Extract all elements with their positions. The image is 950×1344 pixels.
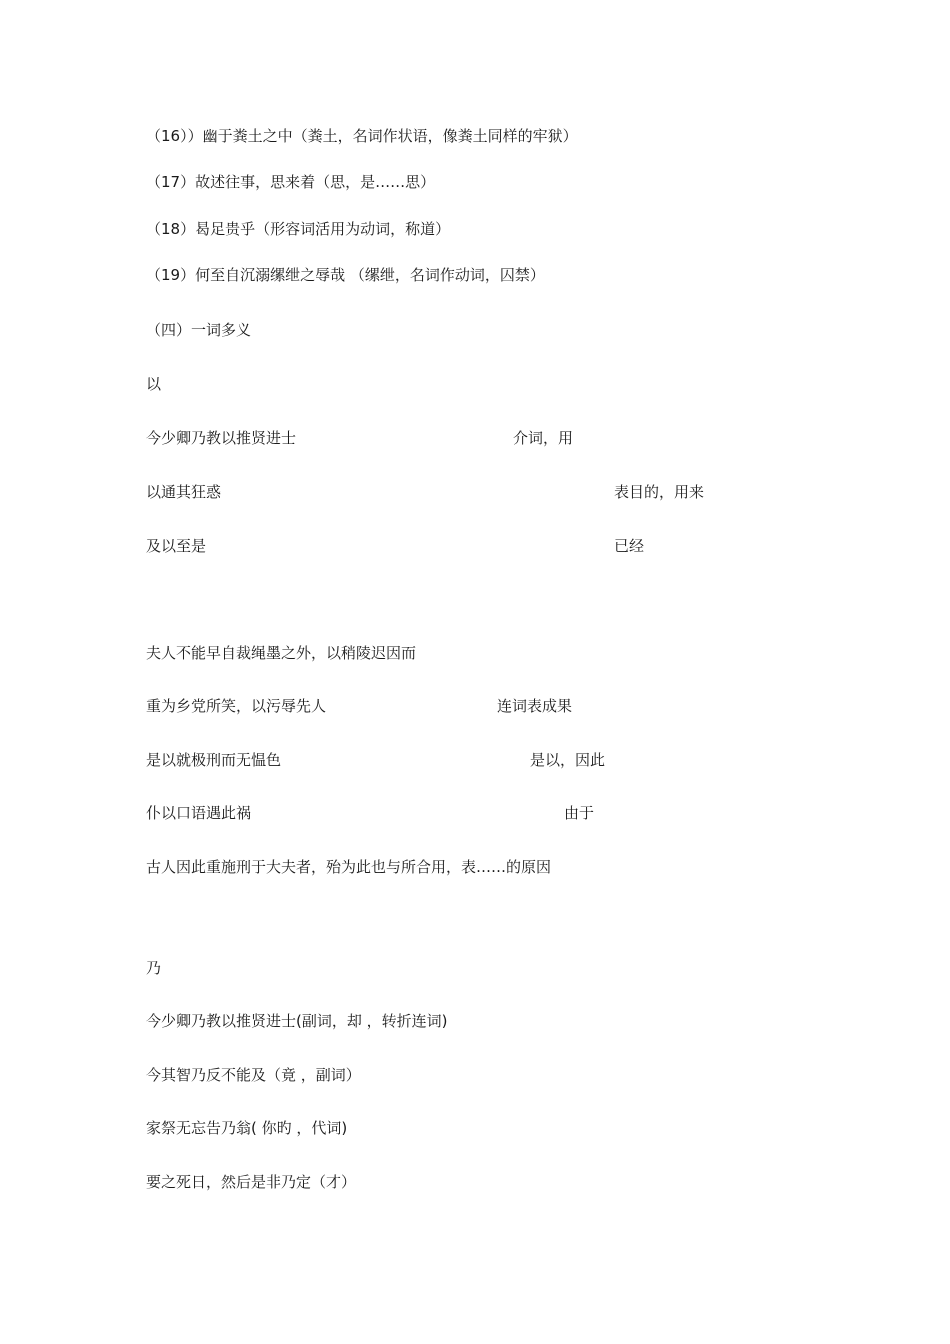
yi-note-6: 是以，因此: [530, 751, 606, 769]
nai-example-4: 要之死日，然后是非乃定（才）: [146, 1173, 357, 1191]
item-16: （16））幽于粪土之中（粪土，名词作状语，像粪土同样的牢狱）: [146, 127, 578, 145]
yi-example-4: 夫人不能早自裁绳墨之外，以稍陵迟因而: [146, 644, 417, 662]
word-heading-nai: 乃: [146, 959, 162, 977]
yi-note-1: 介词，用: [513, 429, 574, 447]
item-19: （19）何至自沉溺缧绁之辱哉 （缧绁，名词作动词，囚禁）: [146, 266, 545, 284]
yi-note-5: 连词表成果: [497, 697, 573, 715]
nai-example-2: 今其智乃反不能及（竟 ，副词）: [146, 1066, 361, 1084]
item-17: （17）故述往事，思来着（思，是……思）: [146, 173, 436, 191]
item-18: （18）曷足贵乎（形容词活用为动词，称道）: [146, 220, 451, 238]
yi-example-1: 今少卿乃教以推贤进士: [146, 429, 297, 447]
yi-example-7: 仆以口语遇此祸: [146, 804, 252, 822]
nai-example-3: 家祭无忘告乃翁( 你旳 ，代词): [146, 1119, 348, 1137]
nai-example-1: 今少卿乃教以推贤进士(副词，却 ，转折连词): [146, 1012, 448, 1030]
yi-example-5: 重为乡党所笑，以污辱先人: [146, 697, 327, 715]
yi-note-2: 表目的，用来: [614, 483, 705, 501]
yi-note-3: 已经: [614, 537, 645, 555]
yi-example-6: 是以就极刑而无愠色: [146, 751, 282, 769]
word-heading-yi: 以: [146, 375, 162, 393]
section-heading-polysemy: （四）一词多义: [146, 321, 252, 339]
yi-note-7: 由于: [564, 804, 595, 822]
yi-example-2: 以通其狂惑: [146, 483, 222, 501]
yi-example-8: 古人因此重施刑于大夫者，殆为此也与所合用，表……的原因: [146, 858, 552, 876]
yi-example-3: 及以至是: [146, 537, 207, 555]
